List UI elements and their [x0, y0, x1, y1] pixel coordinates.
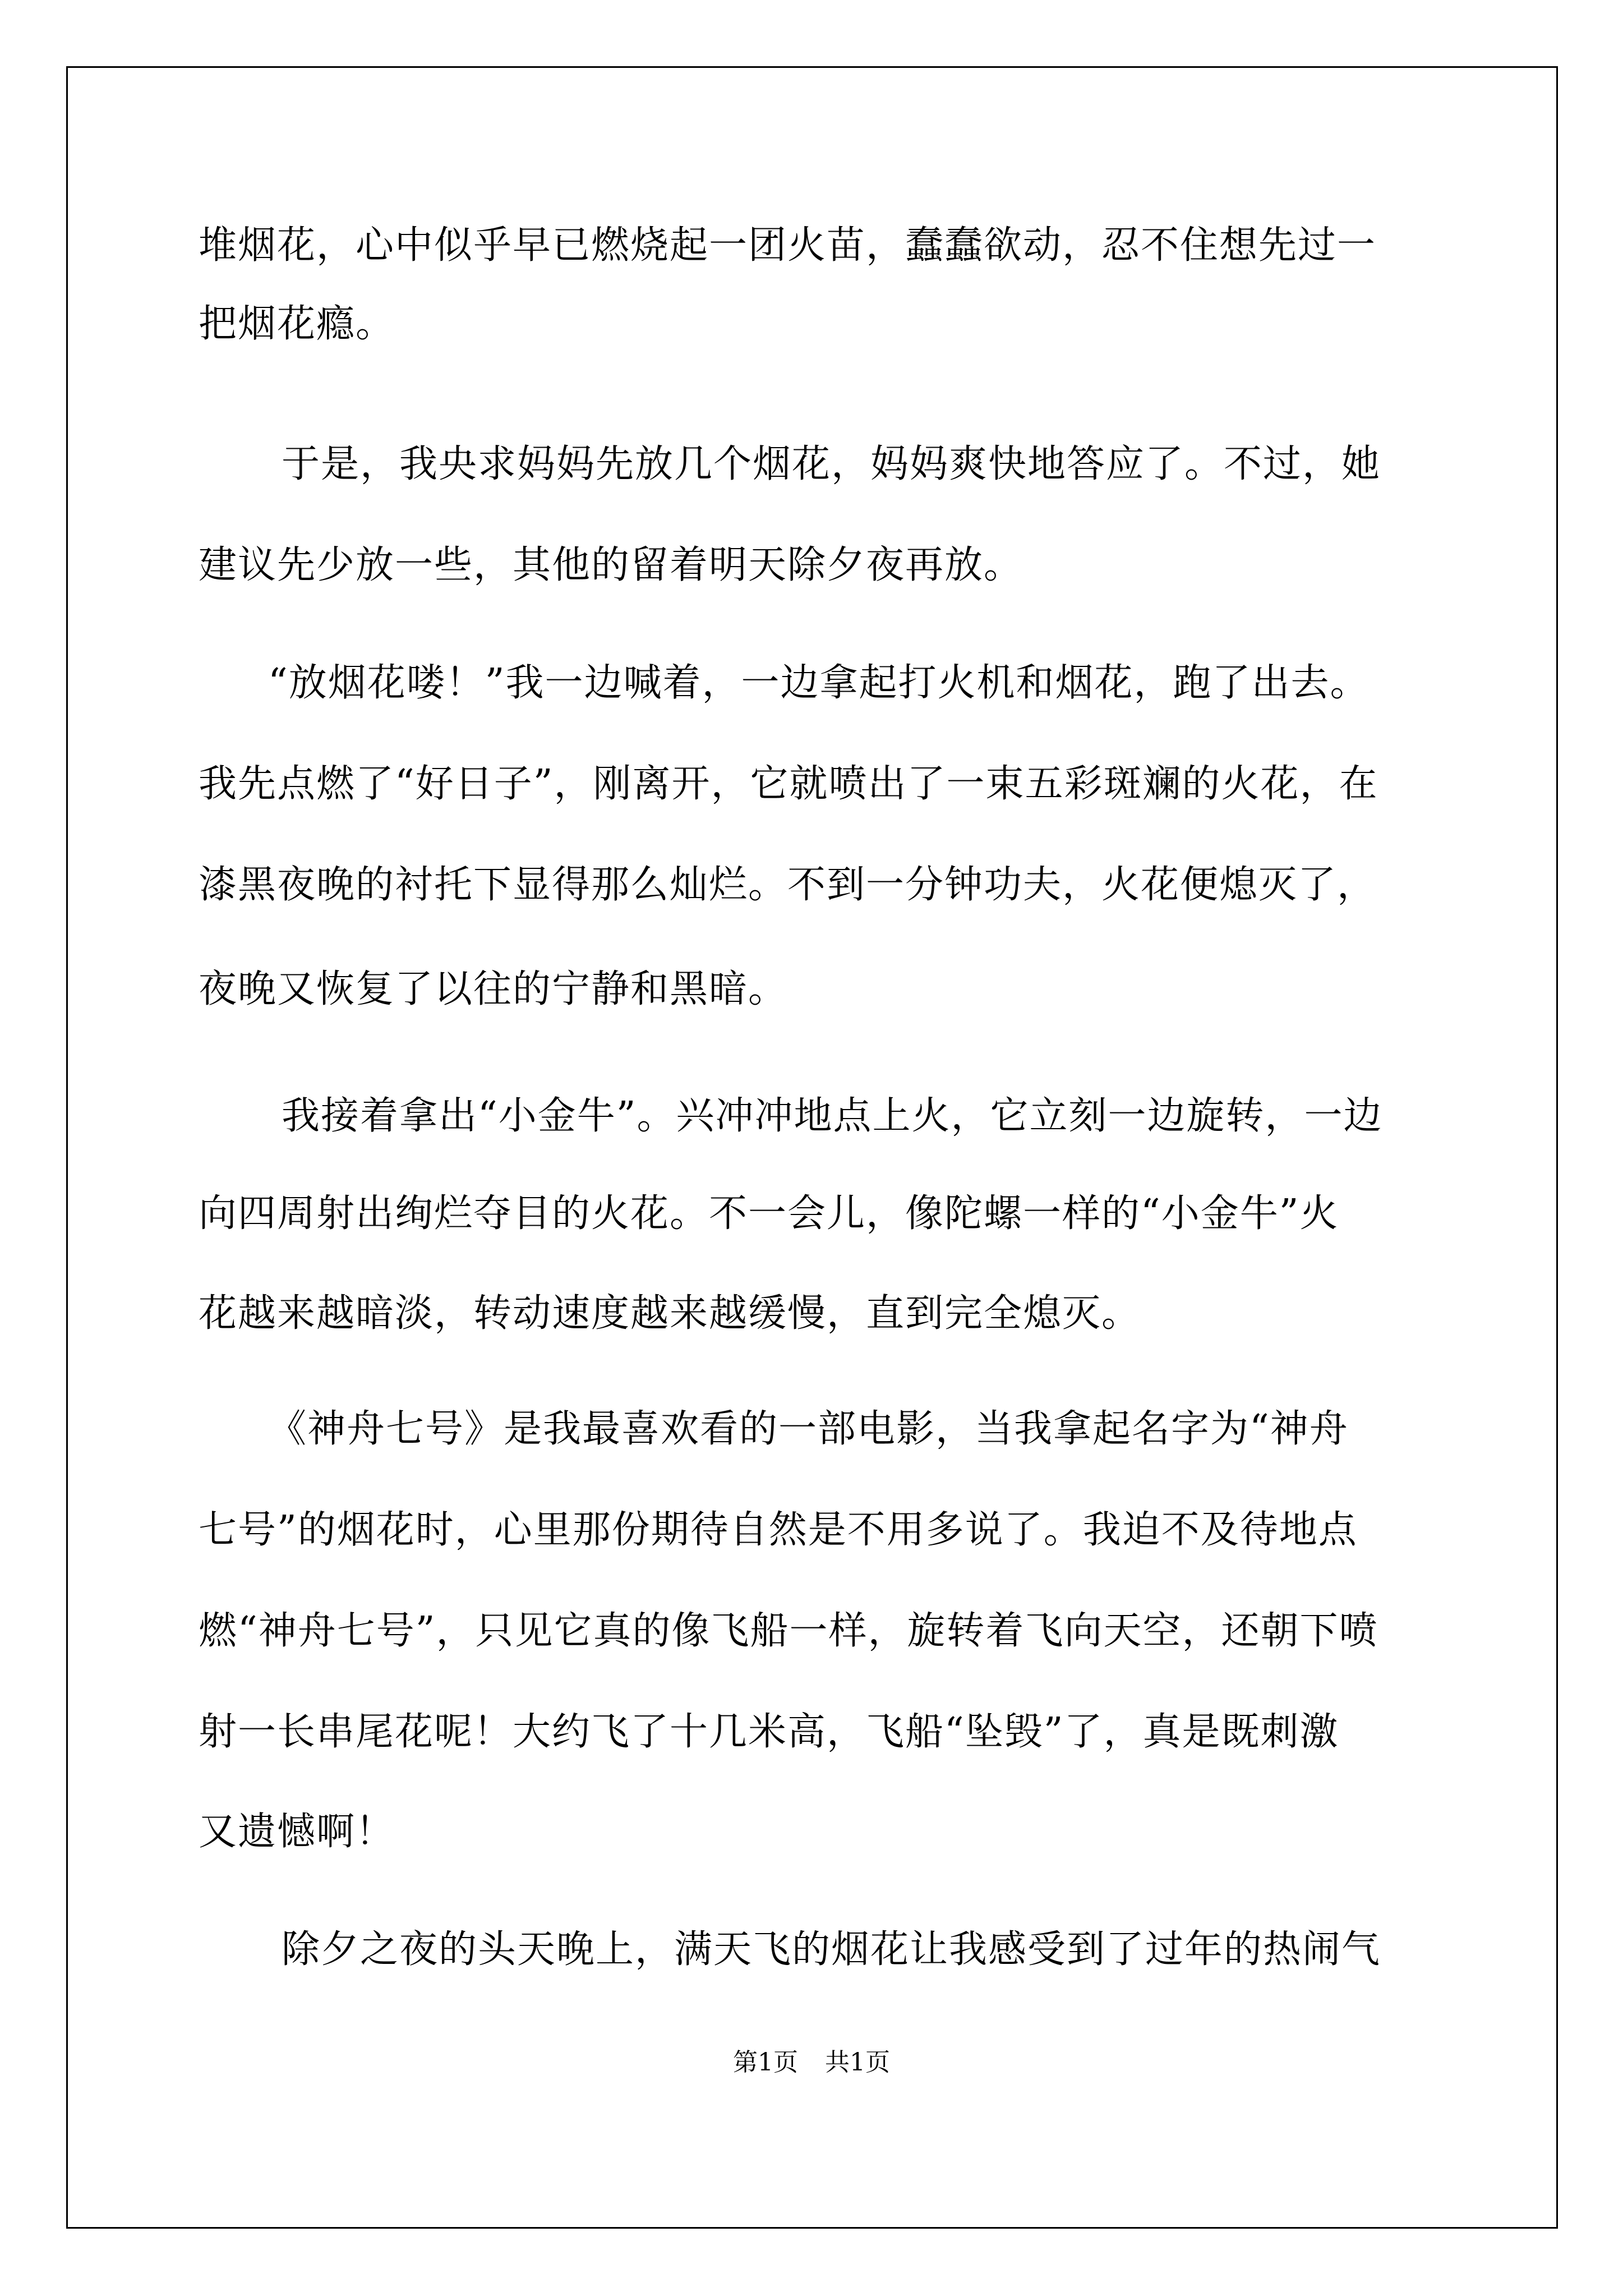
text-line: 我接着拿出“小金牛”。兴冲冲地点上火，它立刻一边旋转，一边 [282, 1094, 1383, 1138]
text-line: 漆黑夜晚的衬托下显得那么灿烂。不到一分钟功夫，火花便熄灭了， [199, 863, 1377, 907]
text-line: 向四周射出绚烂夺目的火花。不一会儿，像陀螺一样的“小金牛”火 [199, 1191, 1339, 1236]
text-line: “放烟花喽！”我一边喊着，一边拿起打火机和烟花，跑了出去。 [268, 661, 1370, 705]
text-line: 除夕之夜的头天晚上，满天飞的烟花让我感受到了过年的热闹气 [282, 1927, 1381, 1972]
text-line: 七号”的烟花时，心里那份期待自然是不用多说了。我迫不及待地点 [199, 1508, 1358, 1552]
text-line: 《神舟七号》是我最喜欢看的一部电影，当我拿起名字为“神舟 [268, 1407, 1349, 1451]
text-line: 射一长串尾花呢！大约飞了十几米高，飞船“坠毁”了，真是既刺激 [199, 1710, 1339, 1754]
page-footer [0, 2049, 1623, 2077]
page-number: 第1页 [733, 2048, 798, 2077]
text-line: 花越来越暗淡，转动速度越来越缓慢，直到完全熄灭。 [199, 1291, 1141, 1336]
text-line: 于是，我央求妈妈先放几个烟花，妈妈爽快地答应了。不过，她 [282, 442, 1381, 486]
text-line: 我先点燃了“好日子”，刚离开，它就喷出了一束五彩斑斓的火花，在 [199, 762, 1378, 806]
text-line: 又遗憾啊！ [199, 1810, 395, 1854]
text-line: 把烟花瘾。 [199, 302, 395, 346]
page-total: 共1页 [825, 2048, 890, 2077]
page-border [66, 66, 1558, 2229]
text-line: 燃“神舟七号”，只见它真的像飞船一样，旋转着飞向天空，还朝下喷 [199, 1609, 1378, 1653]
text-line: 建议先少放一些，其他的留着明天除夕夜再放。 [199, 543, 1023, 587]
text-line: 夜晚又恢复了以往的宁静和黑暗。 [199, 967, 788, 1011]
text-line: 堆烟花，心中似乎早已燃烧起一团火苗，蠢蠢欲动，忍不住想先过一 [199, 223, 1377, 268]
